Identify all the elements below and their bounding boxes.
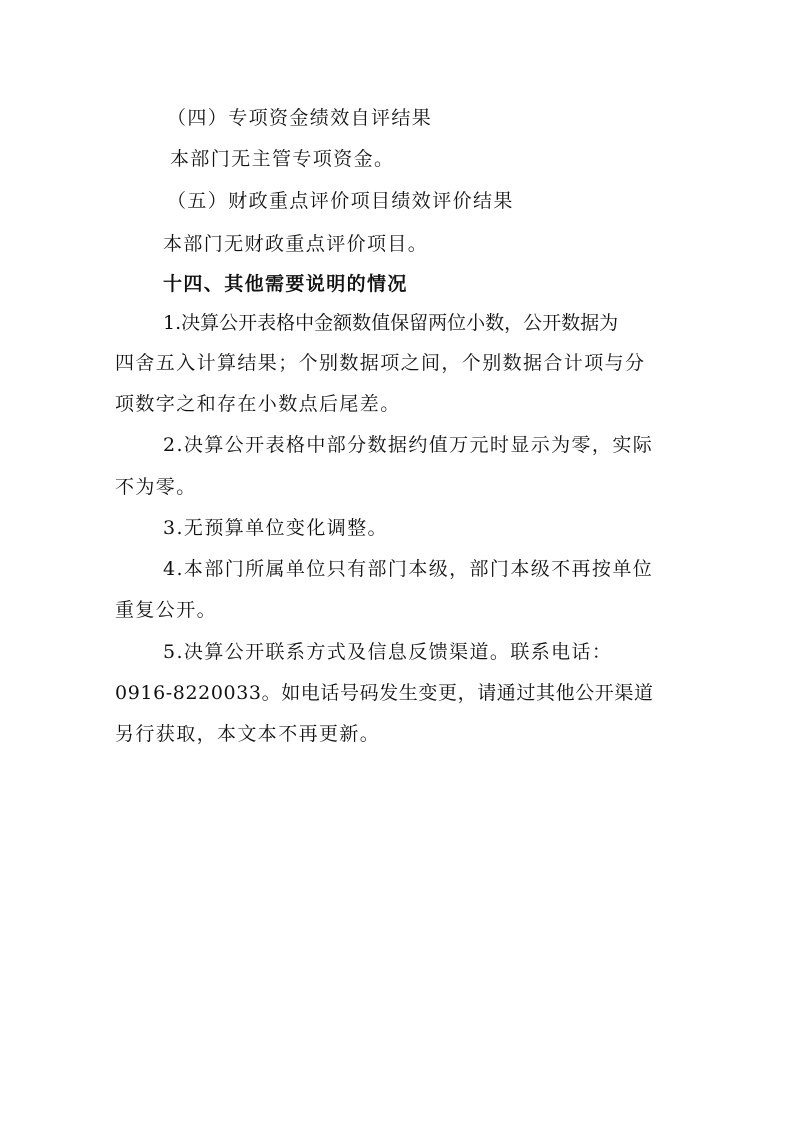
note-1-line-2: 四舍五入计算结果；个别数据项之间，个别数据合计项与分 bbox=[115, 352, 646, 374]
note-1-line-3: 项数字之和存在小数点后尾差。 bbox=[115, 393, 401, 415]
section-heading-5: （五）财政重点评价项目绩效评价结果 bbox=[167, 190, 514, 212]
section-body-4: 本部门无主管专项资金。 bbox=[170, 148, 395, 170]
note-1-text-1: 1.决算公开表格中金额数值保留两位小数，公开数据为 bbox=[163, 312, 619, 334]
note-5-line-2: 0916-8220033。如电话号码发生变更，请通过其他公开渠道 bbox=[115, 682, 654, 704]
note-1-line-1 bbox=[163, 311, 673, 335]
note-4-line-2: 重复公开。 bbox=[115, 599, 218, 621]
note-4-line-1: 4.本部门所属单位只有部门本级，部门本级不再按单位 bbox=[163, 558, 654, 580]
note-5-line-1: 5.决算公开联系方式及信息反馈渠道。联系电话： bbox=[163, 641, 613, 663]
section-heading-4: （四）专项资金绩效自评结果 bbox=[167, 107, 433, 129]
section-body-5: 本部门无财政重点评价项目。 bbox=[163, 233, 429, 255]
note-2-line-2: 不为零。 bbox=[115, 476, 197, 498]
note-3-line-1: 3.无预算单位变化调整。 bbox=[163, 517, 388, 539]
note-2-line-1: 2.决算公开表格中部分数据约值万元时显示为零，实际 bbox=[163, 434, 654, 456]
chapter-title: 十四、其他需要说明的情况 bbox=[163, 273, 408, 295]
note-5-line-3: 另行获取，本文本不再更新。 bbox=[115, 723, 381, 745]
